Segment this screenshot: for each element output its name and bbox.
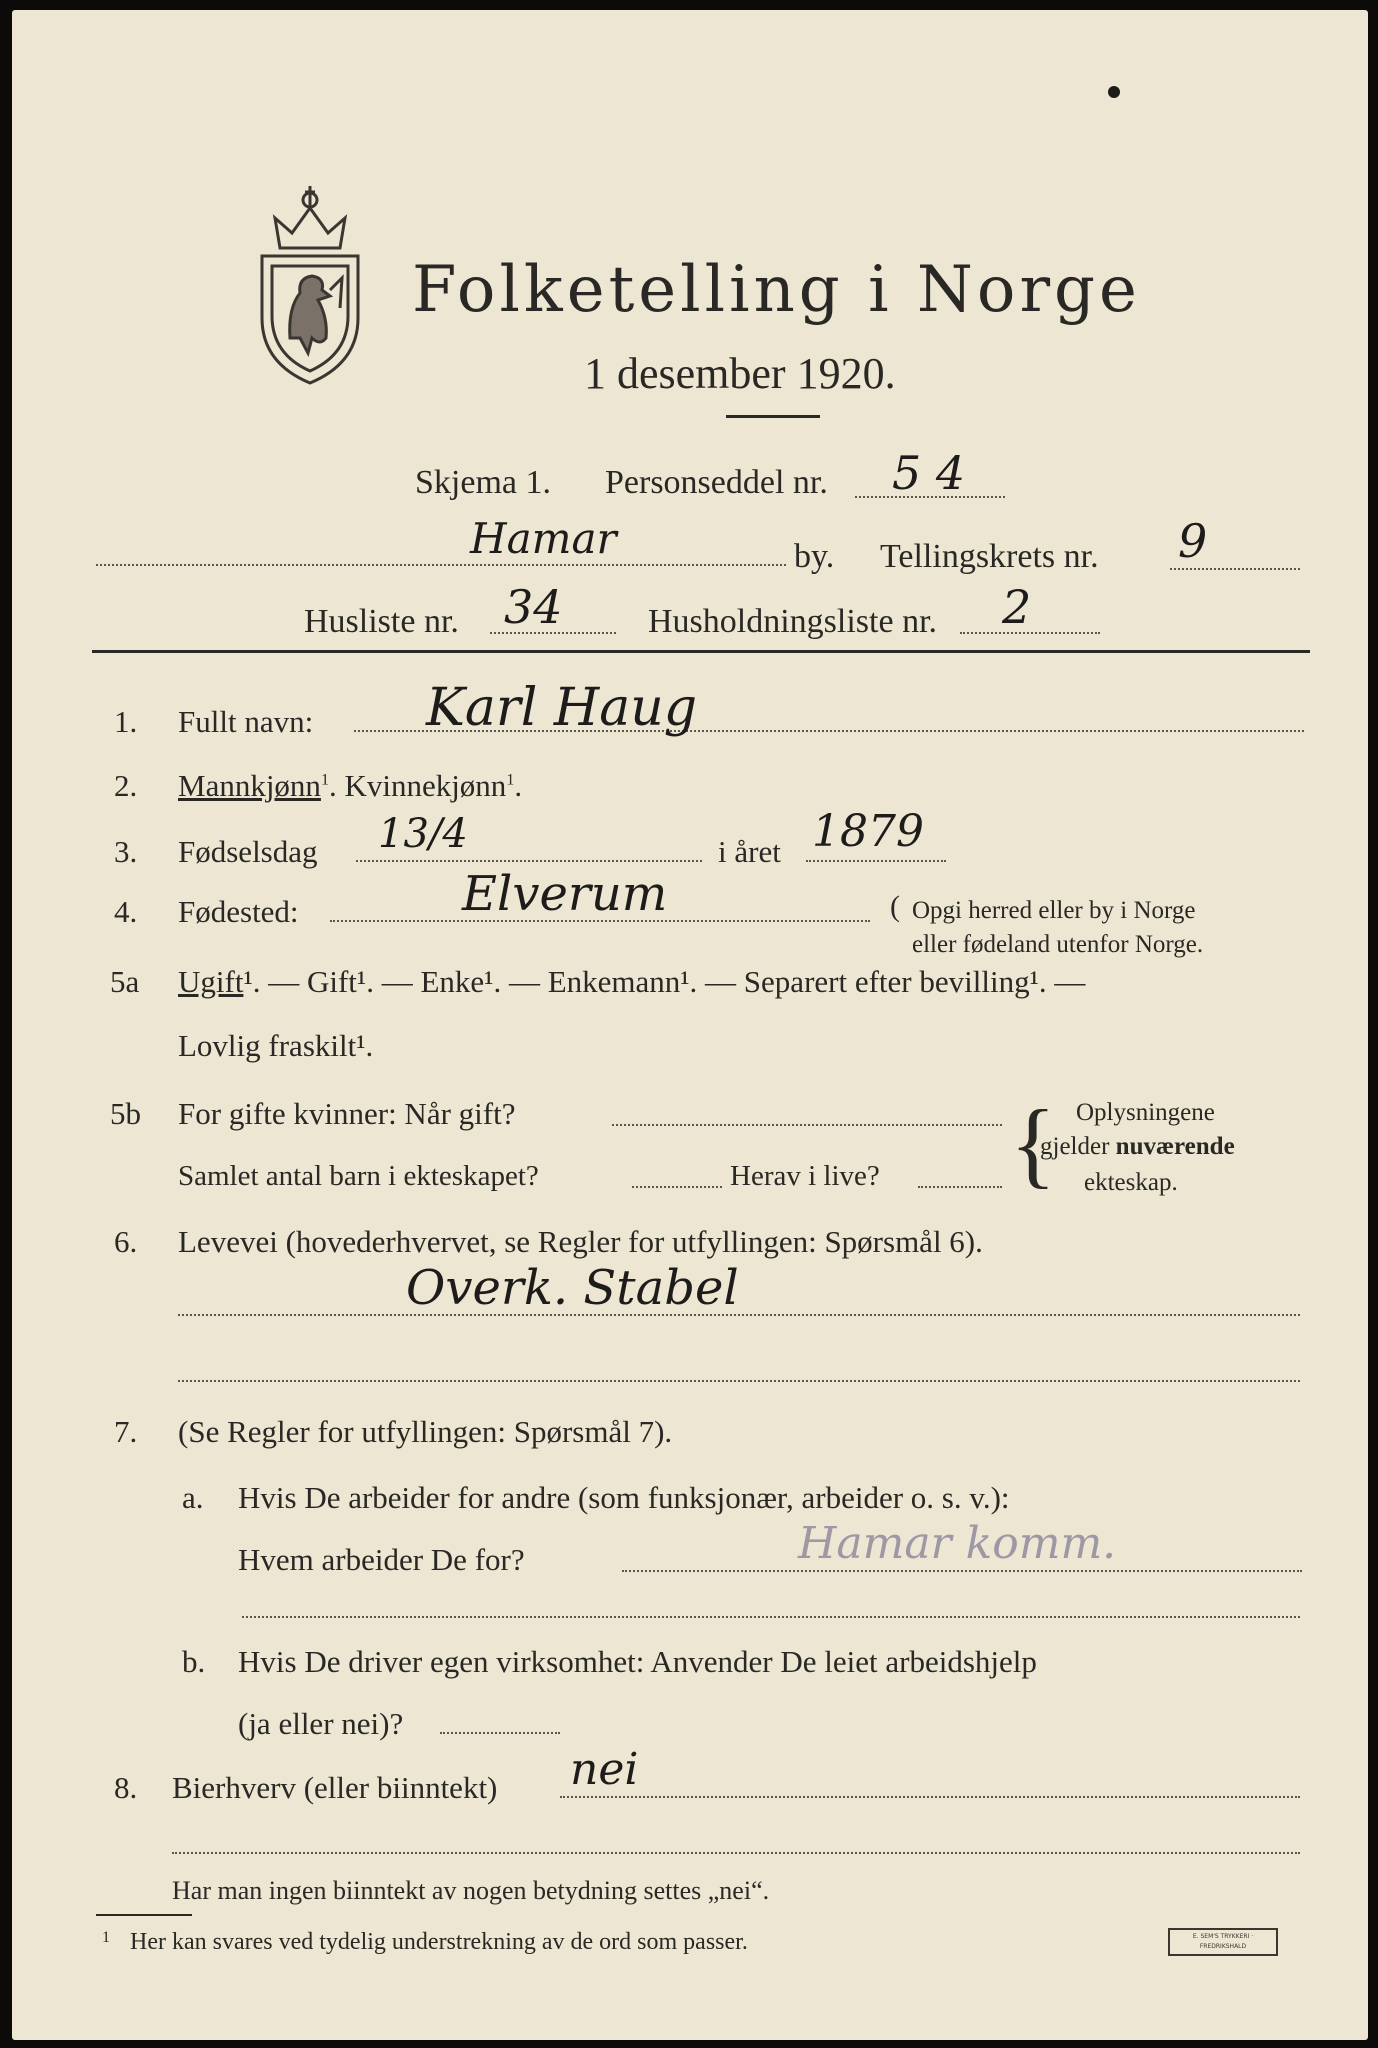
form-title: Folketelling i Norge (412, 253, 1141, 327)
q7a-line1: Hvis De arbeider for andre (som funksjonær, arbeider o. s. v.): (238, 1480, 1010, 1515)
footer-note: Har man ingen biinntekt av nogen betydning settes „nei“. (172, 1876, 770, 1905)
q3-number: 3. (114, 834, 138, 869)
q5b-note2b: nuværende (1115, 1133, 1235, 1160)
printer-stamp-text: E. SEM'S TRYKKERI · FREDRIKSHALD (1192, 1933, 1254, 1950)
footnote-rule (96, 1914, 192, 1916)
q6-line2 (178, 1380, 1300, 1382)
city-value[interactable]: Hamar (470, 514, 617, 563)
q8-number: 8. (114, 1770, 138, 1805)
q1-number: 1. (114, 704, 138, 739)
q3-year-label: i året (718, 834, 781, 869)
q5b-note2 (1040, 1134, 1235, 1159)
q1-value[interactable]: Karl Haug (426, 678, 697, 738)
q8-label: Bierhverv (eller biinntekt) (172, 1770, 498, 1805)
q8-line (560, 1796, 1300, 1798)
q1-label: Fullt navn: (178, 704, 314, 739)
city-line (96, 564, 786, 566)
husholdning-label: Husholdningsliste nr. (648, 603, 938, 640)
q2-dot2: . (514, 768, 523, 803)
tellingskrets-label: Tellingskrets nr. (880, 538, 1099, 575)
q7a-letter: a. (182, 1480, 204, 1515)
footnote-number: 1 (102, 1929, 110, 1946)
census-form-sheet (12, 10, 1368, 2040)
q2-number: 2. (114, 768, 138, 803)
q2-options (178, 770, 522, 801)
q6-line1 (178, 1314, 1300, 1316)
q6-value[interactable]: Overk. Stabel (406, 1260, 739, 1316)
q4-brace: ( (890, 890, 900, 923)
q3-day-value[interactable]: 13/4 (378, 811, 468, 857)
q5a-ugift-option[interactable]: Ugift (178, 964, 244, 999)
q5b-label3: Herav i live? (730, 1160, 880, 1192)
q5a-number: 5a (110, 964, 140, 999)
q7-label: (Se Regler for utfyllingen: Spørsmål 7). (178, 1414, 673, 1449)
q5b-note3: ekteskap. (1084, 1169, 1178, 1196)
tellingskrets-value[interactable]: 9 (1178, 514, 1208, 568)
q3-day-line (356, 860, 702, 862)
q5a-line2[interactable]: Lovlig fraskilt¹. (178, 1028, 374, 1063)
q8-value[interactable]: nei (570, 1744, 639, 1795)
q4-value[interactable]: Elverum (462, 866, 668, 922)
form-date: 1 desember 1920. (584, 349, 896, 398)
q4-note-line1: Opgi herred eller by i Norge (912, 897, 1196, 924)
husholdning-value[interactable]: 2 (1002, 580, 1032, 634)
by-label: by. (794, 538, 835, 575)
q2-sup1: 1 (320, 771, 329, 789)
personseddel-value[interactable]: 5 4 (892, 446, 966, 500)
q6-label: Levevei (hovederhvervet, se Regler for utfyllingen: Spørsmål 6). (178, 1224, 983, 1259)
q5b-brace: { (1010, 1090, 1057, 1197)
q7b-line2: (ja eller nei)? (238, 1706, 404, 1741)
personseddel-label: Personseddel nr. (605, 464, 828, 501)
q5b-note1: Oplysningene (1076, 1099, 1215, 1126)
q7b-answer-line (440, 1732, 560, 1734)
skjema-label: Skjema 1. (415, 464, 551, 501)
q5b-when-line (612, 1124, 1002, 1126)
q4-label: Fødested: (178, 894, 299, 929)
husliste-value[interactable]: 34 (504, 580, 563, 634)
q2-sup2: 1 (506, 771, 515, 789)
q5b-label1: For gifte kvinner: Når gift? (178, 1096, 516, 1131)
q4-note-line2: eller fødeland utenfor Norge. (912, 931, 1204, 958)
q7-number: 7. (114, 1414, 138, 1449)
q5b-alive-line (918, 1186, 1002, 1188)
ink-spot (1108, 86, 1120, 98)
q3-label: Fødselsdag (178, 834, 318, 869)
q8-extra-line (172, 1852, 1300, 1854)
q4-number: 4. (114, 894, 138, 929)
q2-female-option[interactable]: Kvinnekjønn (344, 768, 507, 803)
husliste-label: Husliste nr. (304, 603, 459, 640)
q6-number: 6. (114, 1224, 138, 1259)
footnote-text: Her kan svares ved tydelig understrekning av de ord som passer. (130, 1929, 748, 1955)
q5a-options (178, 966, 1085, 997)
q5b-number: 5b (110, 1096, 141, 1131)
q5a-other-options[interactable]: ¹. — Gift¹. — Enke¹. — Enkemann¹. — Separert efter bevilling¹. — (243, 964, 1086, 999)
q5b-label2: Samlet antal barn i ekteskapet? (178, 1160, 539, 1192)
q3-year-line (806, 860, 946, 862)
q7b-line1: Hvis De driver egen virksomhet: Anvender De leiet arbeidshjelp (238, 1644, 1037, 1679)
q5b-note2a: gjelder (1040, 1133, 1116, 1160)
q7b-letter: b. (182, 1644, 206, 1679)
q5b-children-line (632, 1186, 722, 1188)
coat-of-arms-icon (250, 178, 370, 388)
q7a-value[interactable]: Hamar komm. (798, 1518, 1117, 1569)
q3-year-value[interactable]: 1879 (812, 806, 924, 857)
printer-stamp (1168, 1928, 1278, 1956)
q7a-answer-line (622, 1570, 1302, 1572)
q2-dot1: . (328, 768, 337, 803)
title-rule (726, 415, 820, 418)
header-divider (92, 650, 1310, 653)
q7a-extra-line (242, 1616, 1300, 1618)
q7a-line2: Hvem arbeider De for? (238, 1542, 525, 1577)
tellingskrets-line (1170, 568, 1300, 570)
q2-male-option[interactable]: Mannkjønn (178, 768, 321, 803)
